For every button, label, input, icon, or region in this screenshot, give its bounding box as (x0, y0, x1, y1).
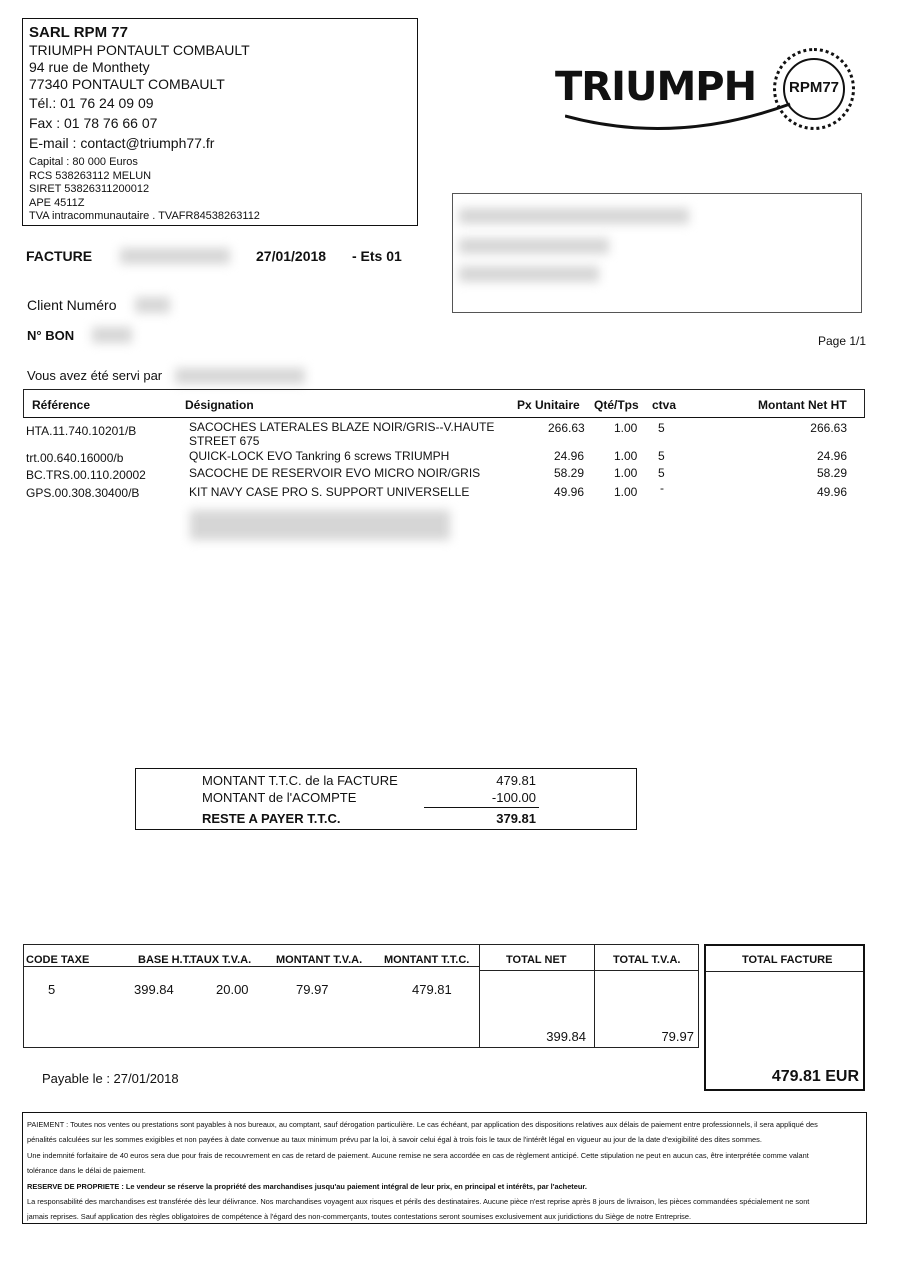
row-designation-cont: STREET 675 (189, 434, 260, 448)
legal-line: PAIEMENT : Toutes nos ventes ou prestations sont payables à nos bureaux, au comptant, sauf dérogation particulière. Le cas échéant, par application des dispositions relatives aux délais de paiement entre professionnels, il sera appliqué des (27, 1120, 818, 1129)
tax-code: 5 (48, 982, 56, 997)
row-reference: HTA.11.740.10201/B (26, 424, 137, 438)
legal-line: pénalités calculées sur les sommes exigibles et non payées à date convenue au taux minimum prévu par la loi, à savoir celui égal à trois fois le taux de l'intérêt légal en vigueur au jour de la date d'exigibilité des dites sommes. (27, 1135, 762, 1145)
client-number-label: Client Numéro (27, 297, 117, 313)
legal-line: jamais reprises. Sauf application des règles obligatoires de compétence à l'égard des non-commerçants, toutes contestations seront soumises exclusivement aux juridictions du Siège de notre Entreprise. (27, 1212, 692, 1222)
redacted-invoice-number (120, 248, 230, 264)
brand-wordmark: TRIUMPH (555, 64, 757, 110)
company-siret: SIRET 53826311200012 (29, 183, 150, 195)
company-tva: TVA intracommunautaire . TVAFR84538263112 (29, 210, 260, 222)
company-street: 94 rue de Monthety (29, 59, 150, 75)
reste-label: RESTE A PAYER T.T.C. (202, 811, 341, 826)
col-net-amount: Montant Net HT (758, 398, 847, 412)
invoice-header-divider (706, 971, 863, 972)
row-quantity: 1.00 (614, 466, 638, 480)
row-unit-price: 49.96 (554, 485, 585, 499)
row-unit-price: 24.96 (554, 449, 585, 463)
invoice-ets: - Ets 01 (352, 248, 402, 264)
col-unit-price: Px Unitaire (517, 398, 580, 412)
col-tva: ctva (652, 398, 677, 412)
col-quantity: Qté/Tps (594, 398, 639, 412)
tax-rate: 20.00 (216, 982, 249, 997)
reste-value: 379.81 (496, 811, 536, 826)
ttc-label: MONTANT T.T.C. de la FACTURE (202, 773, 398, 788)
badge-text: RPM77 (788, 79, 840, 96)
company-city: 77340 PONTAULT COMBAULT (29, 76, 225, 92)
tax-code-header: CODE TAXE (26, 954, 90, 966)
row-unit-price: 58.29 (554, 466, 585, 480)
sender-box (22, 18, 418, 226)
net-header-divider (480, 970, 594, 971)
redacted-bon-number (92, 327, 132, 343)
acompte-label: MONTANT de l'ACOMPTE (202, 790, 357, 805)
tax-ttc-header: MONTANT T.T.C. (384, 954, 470, 966)
totals-divider (424, 807, 539, 808)
company-rcs: RCS 538263112 MELUN (29, 169, 152, 182)
total-invoice-header: TOTAL FACTURE (742, 954, 833, 966)
row-quantity: 1.00 (614, 421, 638, 435)
total-invoice-value: 479.81 EUR (771, 1068, 859, 1085)
tax-base-header: BASE H.T. (138, 954, 192, 966)
redacted-served-by (175, 368, 305, 384)
tax-ttc: 479.81 (412, 982, 452, 997)
tax-rate-header: TAUX T.V.A. (190, 954, 252, 966)
row-unit-price: 266.63 (548, 421, 585, 435)
recipient-address-box (452, 193, 862, 313)
tax-header-divider (24, 966, 479, 967)
items-table-header (23, 389, 865, 418)
ttc-value: 479.81 (496, 773, 536, 788)
served-by-label: Vous avez été servi par (27, 368, 163, 383)
col-reference: Référence (32, 398, 91, 412)
legal-line: La responsabilité des marchandises est transférée dès leur délivrance. Nos marchandises voyagent aux risques et périls des destinataires. Aucune pièce n'est reprise après 8 jours de livraison, les pièces commandées spécialement ne sont (27, 1197, 810, 1207)
legal-line: Une indemnité forfaitaire de 40 euros sera due pour frais de recouvrement en cas de retard de paiement. Aucune remise ne sera accordée en cas de règlement anticipé. Cette stipulation ne peut en aucun cas, être interprétée comme valant (27, 1150, 809, 1160)
page-number: Page 1/1 (818, 334, 867, 348)
payable-date: Payable le : 27/01/2018 (42, 1071, 179, 1086)
invoice-date: 27/01/2018 (256, 248, 327, 264)
row-designation: SACOCHE DE RESERVOIR EVO MICRO NOIR/GRIS (189, 466, 481, 480)
tax-table (23, 944, 480, 1048)
col-designation: Désignation (185, 398, 254, 412)
total-tva-value: 79.97 (661, 1029, 694, 1044)
triumph-logo (555, 48, 865, 158)
redacted-line (459, 266, 599, 282)
row-tva: 5 (658, 449, 665, 463)
row-tva: 5 (658, 466, 665, 480)
company-line1: TRIUMPH PONTAULT COMBAULT (29, 42, 250, 58)
row-designation: SACOCHES LATERALES BLAZE NOIR/GRIS--V.HAUTE (189, 420, 495, 434)
redacted-line (459, 238, 609, 254)
company-name: SARL RPM 77 (29, 24, 128, 41)
row-net-amount: 58.29 (816, 466, 847, 480)
legal-terms-box (22, 1112, 867, 1224)
total-net-header: TOTAL NET (506, 954, 567, 966)
row-quantity: 1.00 (614, 449, 638, 463)
legal-line: RESERVE DE PROPRIETE : Le vendeur se réserve la propriété des marchandises jusqu'au paiement intégral de leur prix, en principal et intérêts, par l'acheteur. (27, 1181, 587, 1191)
company-ape: APE 4511Z (29, 196, 85, 209)
redacted-line (459, 208, 689, 224)
tax-amount-header: MONTANT T.V.A. (276, 954, 363, 966)
rpm77-badge (773, 48, 855, 130)
tax-base: 399.84 (134, 982, 174, 997)
row-tva: 5 (658, 421, 665, 435)
total-net-cell (479, 944, 595, 1048)
company-capital: Capital : 80 000 Euros (29, 156, 138, 168)
row-designation: QUICK-LOCK EVO Tankring 6 screws TRIUMPH (189, 449, 450, 463)
bon-label: N° BON (27, 328, 75, 343)
redacted-client-number (135, 297, 170, 313)
company-email: E-mail : contact@triumph77.fr (29, 135, 215, 151)
totals-box (135, 768, 637, 830)
total-net-value: 399.84 (546, 1029, 586, 1044)
total-tva-cell (594, 944, 699, 1048)
tva-header-divider (595, 970, 698, 971)
tax-amount: 79.97 (296, 982, 329, 997)
total-invoice-box (704, 944, 865, 1091)
logo-swoosh-icon (565, 98, 795, 138)
acompte-value: -100.00 (491, 790, 536, 805)
row-designation: KIT NAVY CASE PRO S. SUPPORT UNIVERSELLE (189, 485, 470, 499)
row-net-amount: 266.63 (810, 421, 847, 435)
row-tva: - (660, 481, 664, 495)
row-reference: trt.00.640.16000/b (26, 451, 124, 465)
company-phone: Tél.: 01 76 24 09 09 (29, 95, 154, 111)
row-reference: GPS.00.308.30400/B (26, 486, 140, 500)
row-quantity: 1.00 (614, 485, 638, 499)
row-reference: BC.TRS.00.110.20002 (26, 468, 146, 482)
company-fax: Fax : 01 78 76 66 07 (29, 115, 158, 131)
row-net-amount: 49.96 (816, 485, 847, 499)
legal-line: tolérance dans le délai de paiement. (27, 1166, 146, 1176)
invoice-label: FACTURE (26, 248, 93, 264)
row-net-amount: 24.96 (816, 449, 847, 463)
total-tva-header: TOTAL T.V.A. (613, 954, 681, 966)
redacted-comment (190, 510, 450, 540)
